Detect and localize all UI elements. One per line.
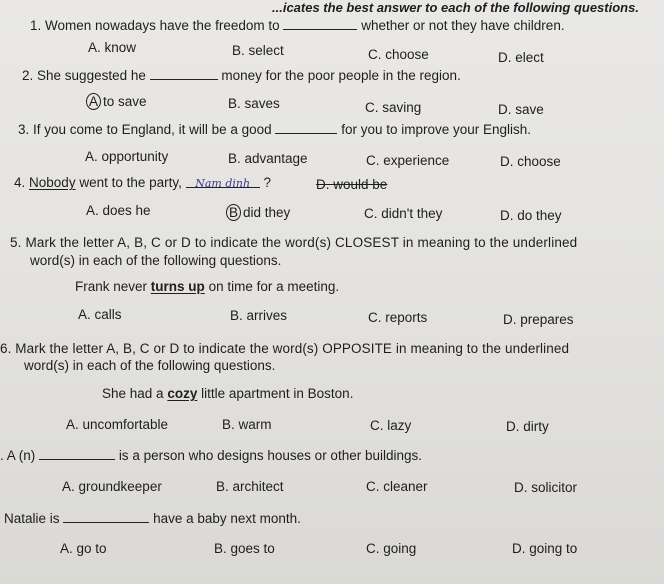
q6-option-d: D. dirty bbox=[506, 419, 549, 434]
q4-option-b-text: did they bbox=[243, 205, 291, 220]
question-4-number: 4. bbox=[14, 175, 26, 190]
question-4-stem-start: went to the party, bbox=[79, 175, 182, 190]
question-4-stem-end: ? bbox=[263, 175, 271, 190]
question-8-stem-end: have a baby next month. bbox=[153, 511, 301, 526]
question-4-underlined-word: Nobody bbox=[29, 175, 76, 190]
q2-option-a bbox=[86, 93, 147, 110]
answer-blank bbox=[63, 510, 149, 523]
q1-option-a: A. know bbox=[88, 40, 137, 55]
answer-blank bbox=[283, 17, 357, 30]
q7-option-a: A. groundkeeper bbox=[62, 479, 162, 494]
q4-option-c: C. didn't they bbox=[364, 206, 443, 221]
q3-option-b: B. advantage bbox=[228, 151, 308, 166]
question-5-instruction-line-2: word(s) in each of the following questions. bbox=[30, 253, 282, 268]
q3-option-a: A. opportunity bbox=[85, 149, 169, 164]
q4-option-b bbox=[226, 204, 290, 221]
question-5-instruction-line-1: 5. Mark the letter A, B, C or D to indicate the word(s) CLOSEST in meaning to the underlined bbox=[10, 235, 578, 250]
question-1-stem-start: Women nowadays have the freedom to bbox=[45, 18, 280, 33]
question-2 bbox=[22, 67, 461, 84]
q8-option-c: C. going bbox=[366, 541, 417, 556]
q5-option-a: A. calls bbox=[78, 307, 122, 322]
question-2-number: 2. bbox=[22, 68, 34, 83]
q2-option-c: C. saving bbox=[365, 100, 422, 115]
q5-option-d: D. prepares bbox=[503, 312, 574, 327]
q8-option-d: D. going to bbox=[512, 541, 578, 556]
q1-option-c: C. choose bbox=[368, 47, 429, 62]
q6-option-b: B. warm bbox=[222, 417, 272, 432]
question-6-sentence-start: She had a bbox=[102, 386, 164, 401]
q5-option-b: B. arrives bbox=[230, 308, 288, 323]
question-5-underlined-phrase: turns up bbox=[150, 279, 205, 294]
q2-option-b: B. saves bbox=[228, 96, 280, 111]
q6-option-a: A. uncomfortable bbox=[66, 417, 169, 432]
question-1-stem-end: whether or not they have children. bbox=[361, 18, 565, 33]
question-1-number: 1. bbox=[30, 18, 42, 33]
question-5-sentence-start: Frank never bbox=[75, 279, 148, 294]
question-3 bbox=[18, 121, 531, 138]
question-6-instruction-line-1: 6. Mark the letter A, B, C or D to indicate the word(s) OPPOSITE in meaning to the underlined bbox=[0, 341, 570, 356]
q1-option-b: B. select bbox=[232, 43, 284, 58]
q7-option-d: D. solicitor bbox=[514, 480, 578, 495]
q3-option-d: D. choose bbox=[500, 154, 561, 169]
question-6-instruction-line-2: word(s) in each of the following questions. bbox=[24, 358, 276, 373]
question-1 bbox=[30, 17, 565, 34]
crossed-out-note: D. would be bbox=[316, 177, 388, 192]
question-8-stem-start: Natalie is bbox=[4, 511, 60, 526]
circled-answer-mark: A bbox=[86, 93, 101, 110]
q2-option-d: D. save bbox=[498, 102, 544, 117]
question-4 bbox=[14, 175, 271, 191]
question-7-stem-start: . A (n) bbox=[0, 448, 36, 463]
q8-option-b: B. goes to bbox=[214, 541, 275, 556]
handwritten-note: Nam dinh bbox=[195, 177, 251, 190]
question-5-sentence bbox=[75, 279, 339, 295]
q6-option-c: C. lazy bbox=[370, 418, 412, 433]
answer-blank bbox=[150, 67, 218, 80]
answer-blank bbox=[186, 175, 260, 188]
question-3-number: 3. bbox=[18, 122, 30, 137]
question-6-underlined-word: cozy bbox=[167, 386, 198, 401]
question-2-stem-end: money for the poor people in the region. bbox=[221, 68, 461, 83]
q4-option-d: D. do they bbox=[500, 208, 562, 223]
q5-option-c: C. reports bbox=[368, 310, 428, 325]
q1-option-d: D. elect bbox=[498, 50, 544, 65]
question-6-sentence bbox=[102, 386, 353, 402]
circled-answer-mark: B bbox=[226, 204, 241, 221]
instructions-header: ...icates the best answer to each of the following questions. bbox=[272, 0, 639, 15]
question-6-sentence-end: little apartment in Boston. bbox=[201, 386, 354, 401]
answer-blank bbox=[39, 447, 115, 460]
question-7-stem-end: is a person who designs houses or other buildings. bbox=[118, 448, 422, 463]
q7-option-c: C. cleaner bbox=[366, 479, 428, 494]
question-2-stem-start: She suggested he bbox=[37, 68, 146, 83]
q8-option-a: A. go to bbox=[60, 541, 107, 556]
q7-option-b: B. architect bbox=[216, 479, 284, 494]
question-3-stem-end: for you to improve your English. bbox=[341, 122, 532, 137]
question-7 bbox=[0, 447, 422, 464]
q2-option-a-text: to save bbox=[103, 94, 147, 109]
q4-option-a: A. does he bbox=[86, 203, 151, 218]
q3-option-c: C. experience bbox=[366, 153, 450, 168]
answer-blank bbox=[275, 121, 337, 134]
question-8 bbox=[4, 510, 301, 527]
question-3-stem-start: If you come to England, it will be a good bbox=[33, 122, 272, 137]
question-5-sentence-end: on time for a meeting. bbox=[208, 279, 340, 294]
